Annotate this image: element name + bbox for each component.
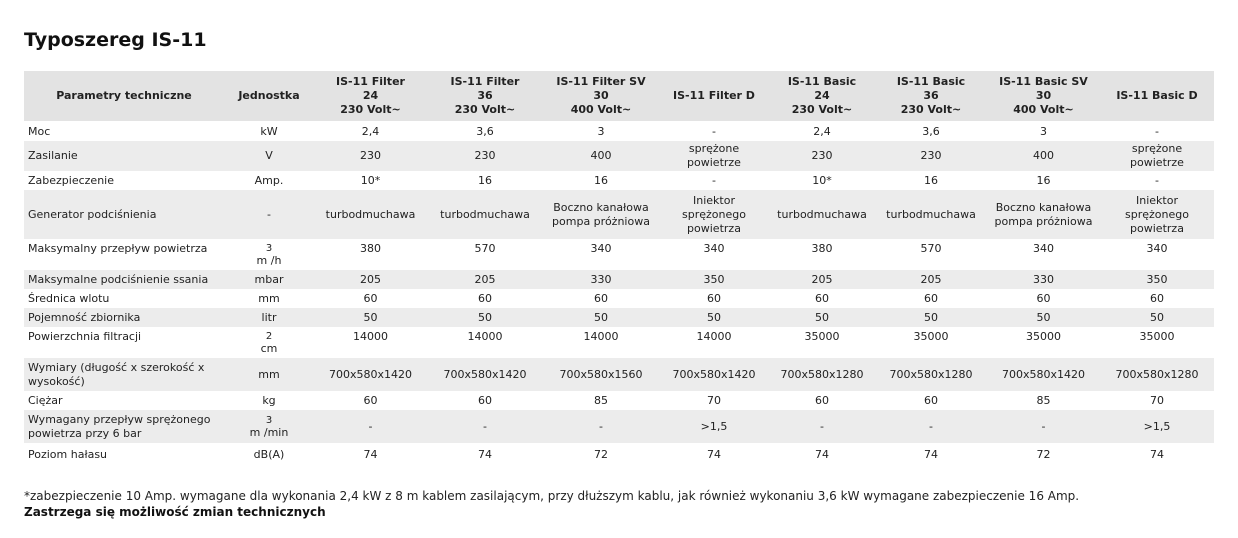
value-cell [543, 190, 659, 239]
parameter-label: Ciężar [28, 393, 63, 407]
value-cell: 70 [1150, 393, 1164, 407]
unit-label: cm [260, 341, 278, 355]
spec-table [24, 71, 1214, 466]
value-cell: 50 [543, 308, 659, 327]
parameter-label: Średnica wlotu [28, 291, 110, 305]
value-cell: 50 [987, 308, 1100, 327]
value-cell: 35000 [1026, 330, 1061, 343]
value-cell: >1,5 [659, 410, 769, 443]
value-text: Iniektor sprężonego powietrza [1125, 193, 1189, 235]
value-cell: - [987, 410, 1100, 443]
row-parameter-name [24, 171, 224, 190]
value-cell: - [1155, 125, 1159, 138]
header-line: IS-11 Filter [450, 75, 520, 88]
value-cell: - [769, 410, 875, 443]
unit-label: Amp. [254, 173, 284, 187]
row-unit [224, 443, 314, 466]
row-unit [224, 391, 314, 410]
header-line: 400 Volt~ [570, 103, 632, 116]
unit-label: kW [260, 125, 278, 138]
header-line: 400 Volt~ [1013, 103, 1074, 116]
unit-exponent: 3 [265, 242, 273, 254]
unit-label: mbar [254, 272, 284, 286]
header-unit [224, 71, 314, 122]
row-unit [224, 410, 314, 443]
value-cell: 205 [314, 270, 427, 289]
value-cell: 16 [924, 173, 938, 187]
row-parameter-name [24, 410, 224, 443]
value-cell: 16 [594, 173, 608, 187]
header-line: IS-11 Filter D [673, 89, 755, 102]
value-cell: 340 [1033, 242, 1054, 255]
value-cell: 230 [427, 141, 543, 171]
header-line: Parametry techniczne [56, 89, 192, 102]
table-row [24, 327, 1214, 358]
value-cell: - [712, 125, 716, 138]
header-line: 30 [593, 89, 609, 102]
parameter-label: Generator podciśnienia [28, 207, 157, 221]
header-parameter [24, 71, 224, 122]
value-cell: 10* [360, 173, 381, 187]
value-cell: 60 [924, 291, 938, 305]
value-cell [1100, 190, 1214, 239]
unit-label: mm [258, 367, 280, 381]
value-cell: 205 [427, 270, 543, 289]
header-line: 30 [1035, 89, 1052, 102]
row-parameter-name [24, 289, 224, 308]
row-parameter-name [24, 308, 224, 327]
value-cell: 14000 [583, 330, 619, 343]
table-row [24, 190, 1214, 239]
value-cell: 340 [1146, 242, 1168, 255]
parameter-label: Maksymalne podciśnienie ssania [28, 272, 209, 286]
header-line: 230 Volt~ [900, 103, 962, 116]
header-line: IS-11 Filter [336, 75, 405, 88]
table-row [24, 410, 1214, 443]
value-cell: 60 [1036, 291, 1051, 305]
row-parameter-name [24, 239, 224, 270]
parameter-label: Maksymalny przepływ powietrza [28, 242, 208, 255]
row-parameter-name [24, 358, 224, 391]
unit-label: mm [258, 291, 280, 305]
header-is11-filter-d [659, 71, 769, 122]
value-cell: 330 [987, 270, 1100, 289]
value-cell: 230 [769, 141, 875, 171]
value-cell: - [875, 410, 987, 443]
parameter-label: Moc [28, 125, 51, 138]
value-cell: 35000 [1139, 330, 1175, 343]
value-cell [659, 141, 769, 171]
value-cell: 16 [478, 173, 492, 187]
value-cell: 700x580x1280 [769, 358, 875, 391]
value-cell: 60 [363, 393, 378, 407]
value-cell: 74 [924, 447, 938, 461]
value-cell [1100, 141, 1214, 171]
row-unit [224, 358, 314, 391]
header-line: IS-11 Basic [787, 75, 857, 88]
unit-label: dB(A) [253, 447, 285, 461]
value-cell: 14000 [696, 330, 732, 343]
row-parameter-name [24, 391, 224, 410]
value-text: Boczno kanałowa pompa próżniowa [552, 200, 650, 228]
value-cell: 340 [703, 242, 725, 255]
value-cell: 3,6 [922, 125, 940, 138]
value-cell: 60 [815, 291, 829, 305]
parameter-label: Zabezpieczenie [28, 173, 114, 187]
value-cell: - [314, 410, 427, 443]
value-cell: 60 [1150, 291, 1164, 305]
value-cell: 10* [812, 173, 832, 187]
value-cell: - [712, 173, 716, 187]
row-unit [224, 327, 314, 358]
parameter-label: Powierzchnia filtracji [28, 330, 142, 343]
header-line: 36 [923, 89, 939, 102]
header-is11-filter-24 [314, 71, 427, 122]
value-cell: 230 [314, 141, 427, 171]
value-cell: 50 [314, 308, 427, 327]
value-text: sprężone powietrze [1130, 142, 1184, 169]
value-cell: 50 [769, 308, 875, 327]
row-parameter-name [24, 443, 224, 466]
row-parameter-name [24, 122, 224, 141]
row-unit [224, 171, 314, 190]
value-cell: turbodmuchawa [314, 190, 427, 239]
value-cell: 60 [478, 291, 492, 305]
value-cell: 14000 [353, 330, 388, 343]
value-cell: 50 [659, 308, 769, 327]
value-cell: 340 [590, 242, 612, 255]
table-row [24, 171, 1214, 190]
value-cell: 60 [363, 291, 378, 305]
header-line: 230 Volt~ [791, 103, 853, 116]
unit-exponent: 2 [265, 330, 273, 342]
header-line: 36 [477, 89, 493, 102]
value-text: sprężone powietrze [687, 142, 741, 169]
value-cell: 72 [1036, 447, 1051, 461]
header-is11-basic-36 [875, 71, 987, 122]
header-line: 230 Volt~ [454, 103, 516, 116]
disclaimer: Zastrzega się możliwość zmian technicznych [24, 505, 326, 519]
header-is11-basic-d [1100, 71, 1214, 122]
value-cell: 350 [659, 270, 769, 289]
value-cell: 14000 [467, 330, 503, 343]
table-row [24, 239, 1214, 270]
value-cell [987, 190, 1100, 239]
value-cell: 700x580x1420 [659, 358, 769, 391]
header-is11-basic-sv-30 [987, 71, 1100, 122]
unit-label: V [265, 149, 273, 162]
value-cell: 570 [920, 242, 942, 255]
value-cell: 85 [594, 393, 608, 407]
table-row [24, 289, 1214, 308]
header-line: IS-11 Filter SV [556, 75, 646, 88]
value-cell: 700x580x1280 [875, 358, 987, 391]
value-cell: 570 [474, 242, 496, 255]
page-title: Typoszereg IS-11 [24, 29, 207, 51]
value-cell: 50 [1100, 308, 1214, 327]
value-cell: 60 [815, 393, 829, 407]
header-line: 230 Volt~ [340, 103, 401, 116]
header-line: 24 [814, 89, 830, 102]
value-cell: 700x580x1420 [314, 358, 427, 391]
table-body [24, 122, 1214, 466]
value-cell: turbodmuchawa [427, 190, 543, 239]
header-line: IS-11 Basic SV [999, 75, 1088, 88]
value-cell: 700x580x1560 [543, 358, 659, 391]
value-cell [659, 190, 769, 239]
value-cell: 330 [543, 270, 659, 289]
row-unit [224, 289, 314, 308]
value-cell: turbodmuchawa [875, 190, 987, 239]
unit-exponent: 3 [265, 414, 273, 426]
value-cell: 400 [543, 141, 659, 171]
row-unit [224, 190, 314, 239]
table-row [24, 270, 1214, 289]
value-text: Iniektor sprężonego powietrza [682, 193, 746, 235]
row-unit [224, 308, 314, 327]
header-line: Jednostka [238, 89, 300, 102]
table-row [24, 122, 1214, 141]
value-cell: 230 [875, 141, 987, 171]
value-cell: 2,4 [361, 125, 380, 138]
value-cell: 60 [707, 291, 721, 305]
table-row [24, 391, 1214, 410]
value-cell: 74 [363, 447, 378, 461]
value-cell: 700x580x1420 [987, 358, 1100, 391]
value-cell: 35000 [804, 330, 840, 343]
value-cell: 350 [1100, 270, 1214, 289]
value-cell: 380 [360, 242, 381, 255]
value-cell: >1,5 [1100, 410, 1214, 443]
parameter-label: Zasilanie [28, 149, 78, 162]
unit-label: m /h [256, 253, 282, 267]
unit-label: m /min [249, 425, 289, 439]
parameter-label: Pojemność zbiornika [28, 310, 141, 324]
table-header-row [24, 71, 1214, 122]
value-cell: 380 [811, 242, 833, 255]
value-cell: 60 [594, 291, 608, 305]
header-is11-basic-24 [769, 71, 875, 122]
row-unit [224, 141, 314, 171]
parameter-label: Poziom hałasu [28, 447, 108, 461]
value-cell: - [1155, 173, 1159, 187]
table-row [24, 443, 1214, 466]
row-unit [224, 239, 314, 270]
unit-label: litr [261, 310, 277, 324]
value-cell: 72 [594, 447, 608, 461]
row-parameter-name [24, 270, 224, 289]
value-cell: 205 [769, 270, 875, 289]
value-cell: 50 [875, 308, 987, 327]
value-cell: 3,6 [476, 125, 494, 138]
row-unit [224, 122, 314, 141]
value-cell: turbodmuchawa [769, 190, 875, 239]
value-cell: 74 [707, 447, 721, 461]
row-unit [224, 270, 314, 289]
value-cell: 74 [815, 447, 829, 461]
table-row [24, 141, 1214, 171]
value-cell: 74 [478, 447, 492, 461]
value-cell: 16 [1036, 173, 1051, 187]
parameter-label: Wymiary (długość x szerokość x wysokość) [28, 360, 205, 388]
value-cell: 2,4 [813, 125, 831, 138]
value-cell: 400 [987, 141, 1100, 171]
header-is11-filter-sv-30 [543, 71, 659, 122]
value-cell: 35000 [913, 330, 949, 343]
unit-label: - [267, 207, 271, 221]
row-parameter-name [24, 190, 224, 239]
header-line: 24 [362, 89, 379, 102]
row-parameter-name [24, 327, 224, 358]
value-cell: 70 [707, 393, 721, 407]
value-cell: - [427, 410, 543, 443]
value-cell: 50 [427, 308, 543, 327]
table-row [24, 358, 1214, 391]
value-cell: 700x580x1280 [1100, 358, 1214, 391]
value-cell: 3 [597, 125, 605, 138]
value-cell: - [543, 410, 659, 443]
header-is11-filter-36 [427, 71, 543, 122]
unit-label: kg [262, 393, 276, 407]
value-cell: 3 [1040, 125, 1047, 138]
value-cell: 700x580x1420 [427, 358, 543, 391]
table-row [24, 308, 1214, 327]
value-cell: 74 [1150, 447, 1164, 461]
value-cell: 85 [1036, 393, 1051, 407]
value-cell: 60 [924, 393, 938, 407]
row-parameter-name [24, 141, 224, 171]
parameter-label: Wymagany przepływ sprężonego powietrza przy 6 bar [28, 412, 211, 440]
header-line: IS-11 Basic D [1116, 89, 1198, 102]
header-line: IS-11 Basic [896, 75, 966, 88]
footnote: *zabezpieczenie 10 Amp. wymagane dla wykonania 2,4 kW z 8 m kablem zasilającym, przy dłuższym kablu, jak również wykonaniu 3,6 kW wymagane zabezpieczenie 16 Amp. [24, 489, 1080, 503]
value-text: Boczno kanałowa pompa próżniowa [994, 200, 1093, 228]
value-cell: 205 [875, 270, 987, 289]
value-cell: 60 [478, 393, 492, 407]
